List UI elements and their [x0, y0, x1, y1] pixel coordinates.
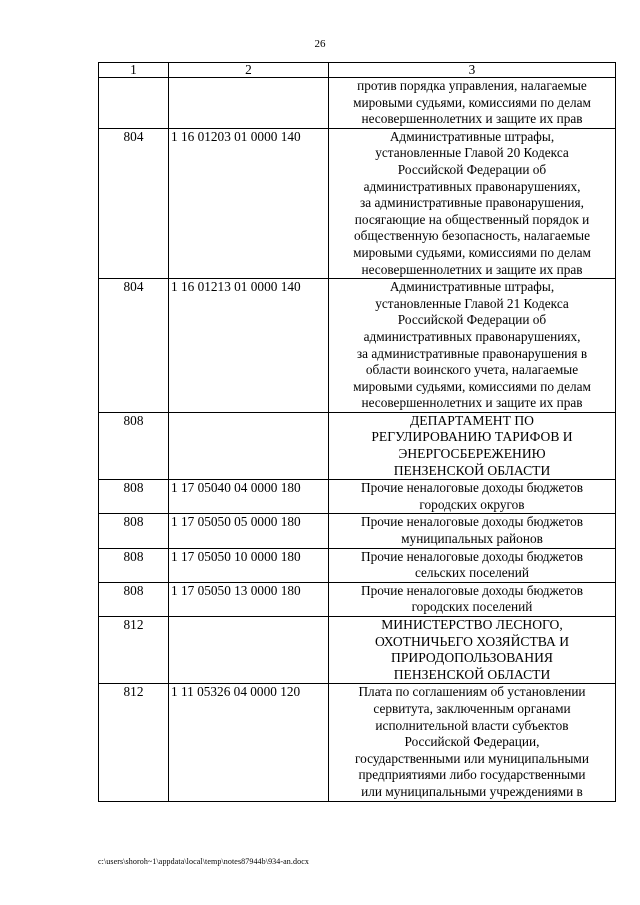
header-col-1: 1	[99, 63, 169, 78]
page-number: 26	[314, 38, 326, 50]
admin-code-cell: 808	[99, 582, 169, 616]
budget-code-cell	[169, 78, 329, 129]
table-row	[99, 617, 616, 684]
revenue-name-cell: Прочие неналоговые доходы бюджетов городских округов	[329, 480, 616, 514]
budget-code-cell: 1 16 01213 01 0000 140	[169, 279, 329, 413]
table-row	[99, 514, 616, 548]
revenue-name-cell: Прочие неналоговые доходы бюджетов городских поселений	[329, 582, 616, 616]
admin-code-cell: 812	[99, 684, 169, 801]
revenue-codes-table	[98, 62, 616, 802]
revenue-name-cell: против порядка управления, налагаемые мировыми судьями, комиссиями по делам несовершеннолетних и защите их прав	[329, 78, 616, 129]
revenue-name-cell: Плата по соглашениям об установлении сервитута, заключенным органами исполнительной власти субъектов Российской Федерации, государственными или муниципальными предприятиями либо государственными или муниципальными учреждениями в	[329, 684, 616, 801]
admin-code-cell	[99, 78, 169, 129]
budget-code-cell: 1 17 05050 13 0000 180	[169, 582, 329, 616]
budget-code-cell	[169, 412, 329, 479]
header-col-3: 3	[329, 63, 616, 78]
header-row	[99, 63, 616, 78]
admin-code-cell: 812	[99, 617, 169, 684]
admin-code-cell: 804	[99, 128, 169, 278]
admin-code-cell: 808	[99, 514, 169, 548]
revenue-name-cell: МИНИСТЕРСТВО ЛЕСНОГО, ОХОТНИЧЬЕГО ХОЗЯЙСТВА И ПРИРОДОПОЛЬЗОВАНИЯ ПЕНЗЕНСКОЙ ОБЛАСТИ	[329, 617, 616, 684]
table-header	[99, 63, 616, 78]
admin-code-cell: 804	[99, 279, 169, 413]
budget-code-cell: 1 17 05040 04 0000 180	[169, 480, 329, 514]
footer-file-path: c:\users\shoroh~1\appdata\local\temp\notes87944b\934-an.docx	[98, 857, 309, 866]
table-row	[99, 412, 616, 479]
table-row	[99, 582, 616, 616]
admin-code-cell: 808	[99, 548, 169, 582]
revenue-name-cell: Прочие неналоговые доходы бюджетов муниципальных районов	[329, 514, 616, 548]
table-body	[99, 78, 616, 802]
budget-code-cell: 1 17 05050 10 0000 180	[169, 548, 329, 582]
table-row	[99, 480, 616, 514]
revenue-name-cell: Прочие неналоговые доходы бюджетов сельских поселений	[329, 548, 616, 582]
table-row	[99, 279, 616, 413]
header-col-2: 2	[169, 63, 329, 78]
budget-code-cell	[169, 617, 329, 684]
admin-code-cell: 808	[99, 412, 169, 479]
revenue-name-cell: Административные штрафы, установленные Главой 21 Кодекса Российской Федерации об административных правонарушениях, за административные правонарушения в области воинского учета, налагаемые мировыми судьями, комиссиями по делам несовершеннолетних и защите их прав	[329, 279, 616, 413]
budget-code-cell: 1 11 05326 04 0000 120	[169, 684, 329, 801]
table-row	[99, 78, 616, 129]
revenue-name-cell: ДЕПАРТАМЕНТ ПО РЕГУЛИРОВАНИЮ ТАРИФОВ И ЭНЕРГОСБЕРЕЖЕНИЮ ПЕНЗЕНСКОЙ ОБЛАСТИ	[329, 412, 616, 479]
budget-code-cell: 1 16 01203 01 0000 140	[169, 128, 329, 278]
revenue-name-cell: Административные штрафы, установленные Главой 20 Кодекса Российской Федерации об административных правонарушениях, за административные правонарушения, посягающие на общественный порядок и общественную безопасность, налагаемые мировыми судьями, комиссиями по делам несовершеннолетних и защите их прав	[329, 128, 616, 278]
budget-code-cell: 1 17 05050 05 0000 180	[169, 514, 329, 548]
table-row	[99, 684, 616, 801]
table-row	[99, 548, 616, 582]
table-row	[99, 128, 616, 278]
admin-code-cell: 808	[99, 480, 169, 514]
